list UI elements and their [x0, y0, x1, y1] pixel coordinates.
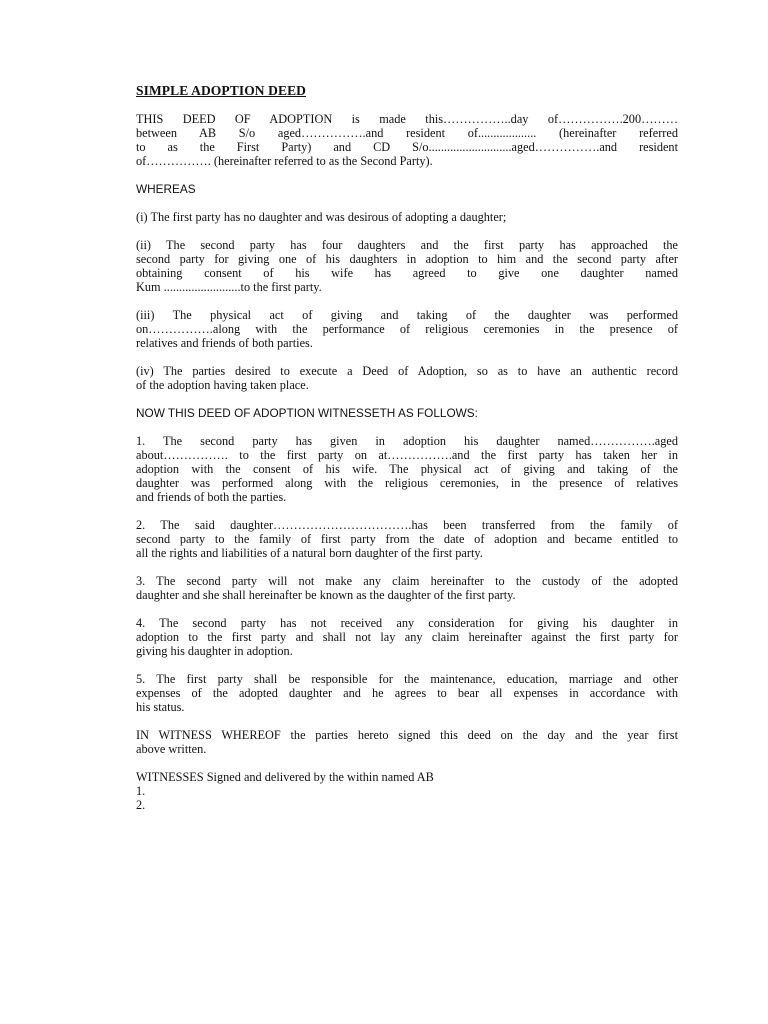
clause-line: 3. The second party will not make any claim hereinafter to the custody of the adopted	[136, 574, 678, 588]
clause-3	[136, 574, 678, 602]
witnesses-block	[136, 770, 678, 812]
clause-2	[136, 518, 678, 560]
clause-line: his status.	[136, 700, 185, 714]
deed-page	[136, 84, 678, 812]
deed-title: SIMPLE ADOPTION DEED	[136, 83, 307, 98]
intro-line: of……………. (hereinafter referred to as the Second Party).	[136, 154, 433, 168]
recital-line: on…………….along with the performance of religious ceremonies in the presence of	[136, 322, 678, 336]
clause-line: daughter and she shall hereinafter be known as the daughter of the first party.	[136, 588, 516, 602]
clause-line: second party to the family of first party from the date of adoption and became entitled to	[136, 532, 678, 546]
in-witness-line: IN WITNESS WHEREOF the parties hereto signed this deed on the day and the year first	[136, 728, 678, 742]
intro-paragraph	[136, 112, 678, 168]
clause-5	[136, 672, 678, 714]
recital-line: (iv) The parties desired to execute a Deed of Adoption, so as to have an authentic record	[136, 364, 678, 378]
clause-line: about……………. to the first party on at…………….and the first party has taken her in	[136, 448, 678, 462]
clause-line: daughter was performed along with the religious ceremonies, in the presence of relatives	[136, 476, 678, 490]
recital-line: second party for giving one of his daughters in adoption to him and the second party after	[136, 252, 678, 266]
recital-ii	[136, 238, 678, 294]
recital-i	[136, 210, 678, 224]
clause-line: adoption to the first party and shall not lay any claim hereinafter against the first party for	[136, 630, 678, 644]
in-witness-line: above written.	[136, 742, 207, 756]
clause-line: expenses of the adopted daughter and he agrees to bear all expenses in accordance with	[136, 686, 678, 700]
clause-4	[136, 616, 678, 658]
clause-line: 2. The said daughter…………………………….has been transferred from the family of	[136, 518, 678, 532]
recital-iii	[136, 308, 678, 350]
witnesseth-heading: NOW THIS DEED OF ADOPTION WITNESSETH AS FOLLOWS:	[136, 406, 478, 420]
recital-line: Kum .........................to the first party.	[136, 280, 322, 294]
recital-line: (ii) The second party has four daughters and the first party has approached the	[136, 238, 678, 252]
recital-line: (iii) The physical act of giving and taking of the daughter was performed	[136, 308, 678, 322]
witness-number: 2.	[136, 798, 146, 812]
intro-line: THIS DEED OF ADOPTION is made this……………..day of…………….200………	[136, 112, 678, 126]
recital-line: (i) The first party has no daughter and was desirous of adopting a daughter;	[136, 210, 507, 224]
recital-line: relatives and friends of both parties.	[136, 336, 313, 350]
clause-line: all the rights and liabilities of a natural born daughter of the first party.	[136, 546, 483, 560]
intro-line: to as the First Party) and CD S/o...........................aged…………….and resident	[136, 140, 678, 154]
clause-line: 1. The second party has given in adoption his daughter named…………….aged	[136, 434, 678, 448]
recital-iv	[136, 364, 678, 392]
clause-line: and friends of both the parties.	[136, 490, 287, 504]
clause-line: 5. The first party shall be responsible for the maintenance, education, marriage and other	[136, 672, 678, 686]
in-witness-paragraph	[136, 728, 678, 756]
whereas-heading: WHEREAS	[136, 182, 196, 196]
clause-1	[136, 434, 678, 504]
clause-line: 4. The second party has not received any consideration for giving his daughter in	[136, 616, 678, 630]
witness-list	[136, 784, 678, 812]
clause-line: giving his daughter in adoption.	[136, 644, 293, 658]
intro-line: between AB S/o aged…………….and resident of................... (hereinafter referred	[136, 126, 678, 140]
witness-number: 1.	[136, 784, 146, 798]
witnesses-line: WITNESSES Signed and delivered by the within named AB	[136, 770, 434, 784]
clause-line: adoption with the consent of his wife. The physical act of giving and taking of the	[136, 462, 678, 476]
recital-line: of the adoption having taken place.	[136, 378, 309, 392]
recital-line: obtaining consent of his wife has agreed to give one daughter named	[136, 266, 678, 280]
